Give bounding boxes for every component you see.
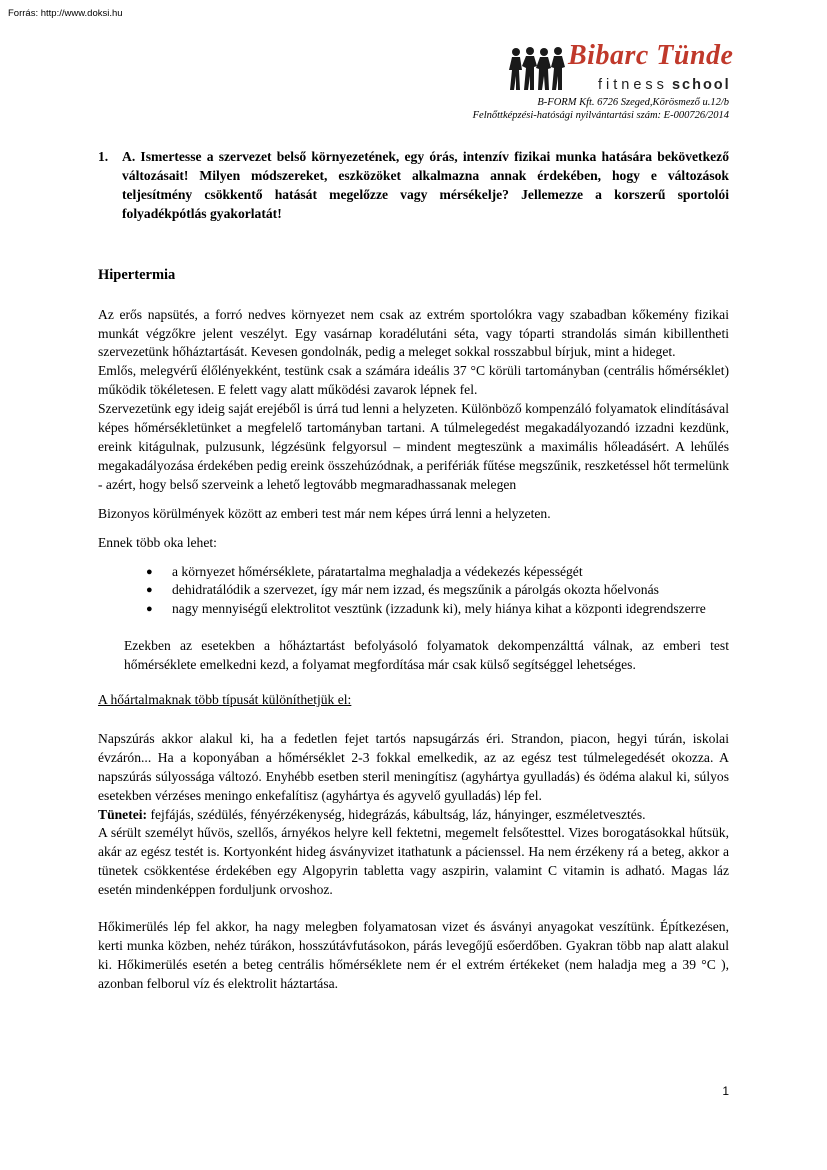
list-item — [146, 563, 729, 582]
symptoms-text: fejfájás, szédülés, fényérzékenység, hidegrázás, kábultság, láz, hányinger, eszméletvesztés. — [147, 806, 646, 822]
symptoms-label: Tünetei: — [98, 806, 148, 822]
paragraph-5: Ennek több oka lehet: — [98, 534, 217, 550]
paragraph-10: A sérült személyt hűvös, szellős, árnyékos helyre kell fektetni, megemelt felsőtesttel. Vizes borogatásokkal hűtsük, akár az egész testét is. Kortyonként hideg ásványvizet itathatunk a pácienssel. Ha nem érzékeny rá a beteg, akkor a tünetek csökkentése érdekében egy Algopyrin tabletta vagy aszpirin, valamint C vitamin is adható. Magas láz esetén mindenképpen forduljunk orvoshoz. — [98, 825, 729, 898]
paragraph-9 — [98, 806, 729, 825]
company-logo — [508, 40, 734, 96]
bullet-icon: ● — [146, 565, 153, 578]
list-item-text: dehidratálódik a szervezet, így már nem izzad, és megszűnik a párolgás okozta hőelvonás — [172, 582, 659, 598]
paragraph-1: Az erős napsütés, a forró nedves környezet nem csak az extrém sportolókra vagy szabadban kőkemény fizikai munkát végzőkre jelent veszélyt. Egy vasárnap koradélutáni séta, vagy tóparti strandolás simán kibillentheti szervezetünk hőháztartását. Kevesen gondolnák, pedig a meleget sokkal rosszabbul bírjuk, mint a hideget. — [98, 306, 729, 360]
figures-logo-icon — [508, 46, 566, 92]
logo-brand-text: Bibarc Tünde — [568, 40, 734, 71]
paragraph-11: Hőkimerülés lép fel akkor, ha nagy melegben folyamatosan vizet és ásványi anyagokat veszítünk. Építkezésen, kerti munka közben, nehéz túrákon, hosszútávfutásokon, párás levegőjű esőerdőben. Gyakran több nap alatt alakul ki. Hőkimerülés esetén a beteg centrális hőmérséklete nem ér el extrém értékeket (nem haladja meg a 39 °C ), azonban felborul víz és elektrolit háztartása. — [98, 919, 729, 991]
paragraph-3: Szervezetünk egy ideig saját erejéből is úrrá tud lenni a helyzeten. Különböző kompenzáló folyamatok elindításával képes hőmérsékletünket a megfelelő tartományban tartani. A túlmelegedést megakadályozandó izzadni kezdünk, ereink kitágulnak, pulzusunk, légzésünk felgyorsul – mindent megteszünk a maximális hőleadásért. A lehűlés megakadályozása érdekében pedig ereink összehúzódnak, a perifériák fűtése megszűnik, reszketéssel hőt termelünk - azért, hogy belső szerveink a lehető legtovább megmaradhassanak melegen — [98, 401, 729, 492]
header-address — [473, 96, 729, 122]
logo-school-text: school — [671, 77, 731, 93]
address-line-2: Felnőttképzési-hatósági nyilvántartási szám: E-000726/2014 — [472, 110, 729, 121]
section-heading: Hipertermia — [98, 266, 176, 283]
document-body — [98, 148, 729, 994]
paragraph-8: Napszúrás akkor alakul ki, ha a fedetlen fejet tartós napsugárzás éri. Strandon, piacon, hegyi túrán, iskolai évzárón... Ha a koponyában a hőmérséklet 2-3 fokkal emelkedik, az az egész test túlmelegedését okozza. A napszúrás súlyossága változó. Enyhébb esetben steril meningítisz (agyhártya gyulladás) és ödéma alakul ki, súlyos esetekben vérzéses meningo enkefalítisz (agyhártya és agyvelő gyulladás) lép fel. — [98, 730, 729, 803]
question-number: 1. — [98, 149, 109, 164]
logo-fitness-text: fitness — [598, 77, 668, 93]
paragraph-6: Ezekben az esetekben a hőháztartást befolyásoló folyamatok dekompenzálttá válnak, az emberi test hőmérséklete emelkedni kezd, a folyamat megfordítása már csak külső segítséggel lehetséges. — [124, 638, 729, 673]
page-number: 1 — [722, 1084, 729, 1098]
list-item — [146, 581, 729, 600]
list-item-text: a környezet hőmérséklete, páratartalma meghaladja a védekezés képességét — [172, 563, 583, 579]
causes-list — [98, 563, 729, 620]
paragraph-4: Bizonyos körülmények között az emberi test már nem képes úrrá lenni a helyzeten. — [98, 505, 551, 521]
question-text: A. Ismertesse a szervezet belső környezetének, egy órás, intenzív fizikai munka hatására bekövetkező változásait! Milyen módszereket, eszközöket alkalmazna annak érdekében, hogy e változások teljesítmény csökkentő hatását megelőzze vagy mérsékelje? Jellemezze a korszerű sportolói folyadékpótlás gyakorlatát! — [122, 149, 729, 221]
subsection-title: A hőártalmaknak több típusát különíthetjük el: — [98, 692, 352, 708]
bullet-icon: ● — [146, 584, 153, 597]
logo-subtitle — [598, 77, 731, 93]
bullet-icon: ● — [146, 603, 153, 616]
list-item-text: nagy mennyiségű elektrolitot vesztünk (izzadunk ki), mely hiánya kihat a központi idegrendszerre — [172, 601, 706, 617]
paragraph-2: Emlős, melegvérű élőlényekként, testünk csak a számára ideális 37 °C körüli tartományban (centrális hőmérséklet) működik tökéletesen. E felett vagy alatt működési zavarok lépnek fel. — [98, 363, 729, 398]
source-label: Forrás: http://www.doksi.hu — [8, 8, 123, 19]
address-line-1: B-FORM Kft. 6726 Szeged,Körösmező u.12/b — [537, 97, 729, 108]
question-block — [98, 148, 729, 224]
list-item — [146, 600, 729, 619]
